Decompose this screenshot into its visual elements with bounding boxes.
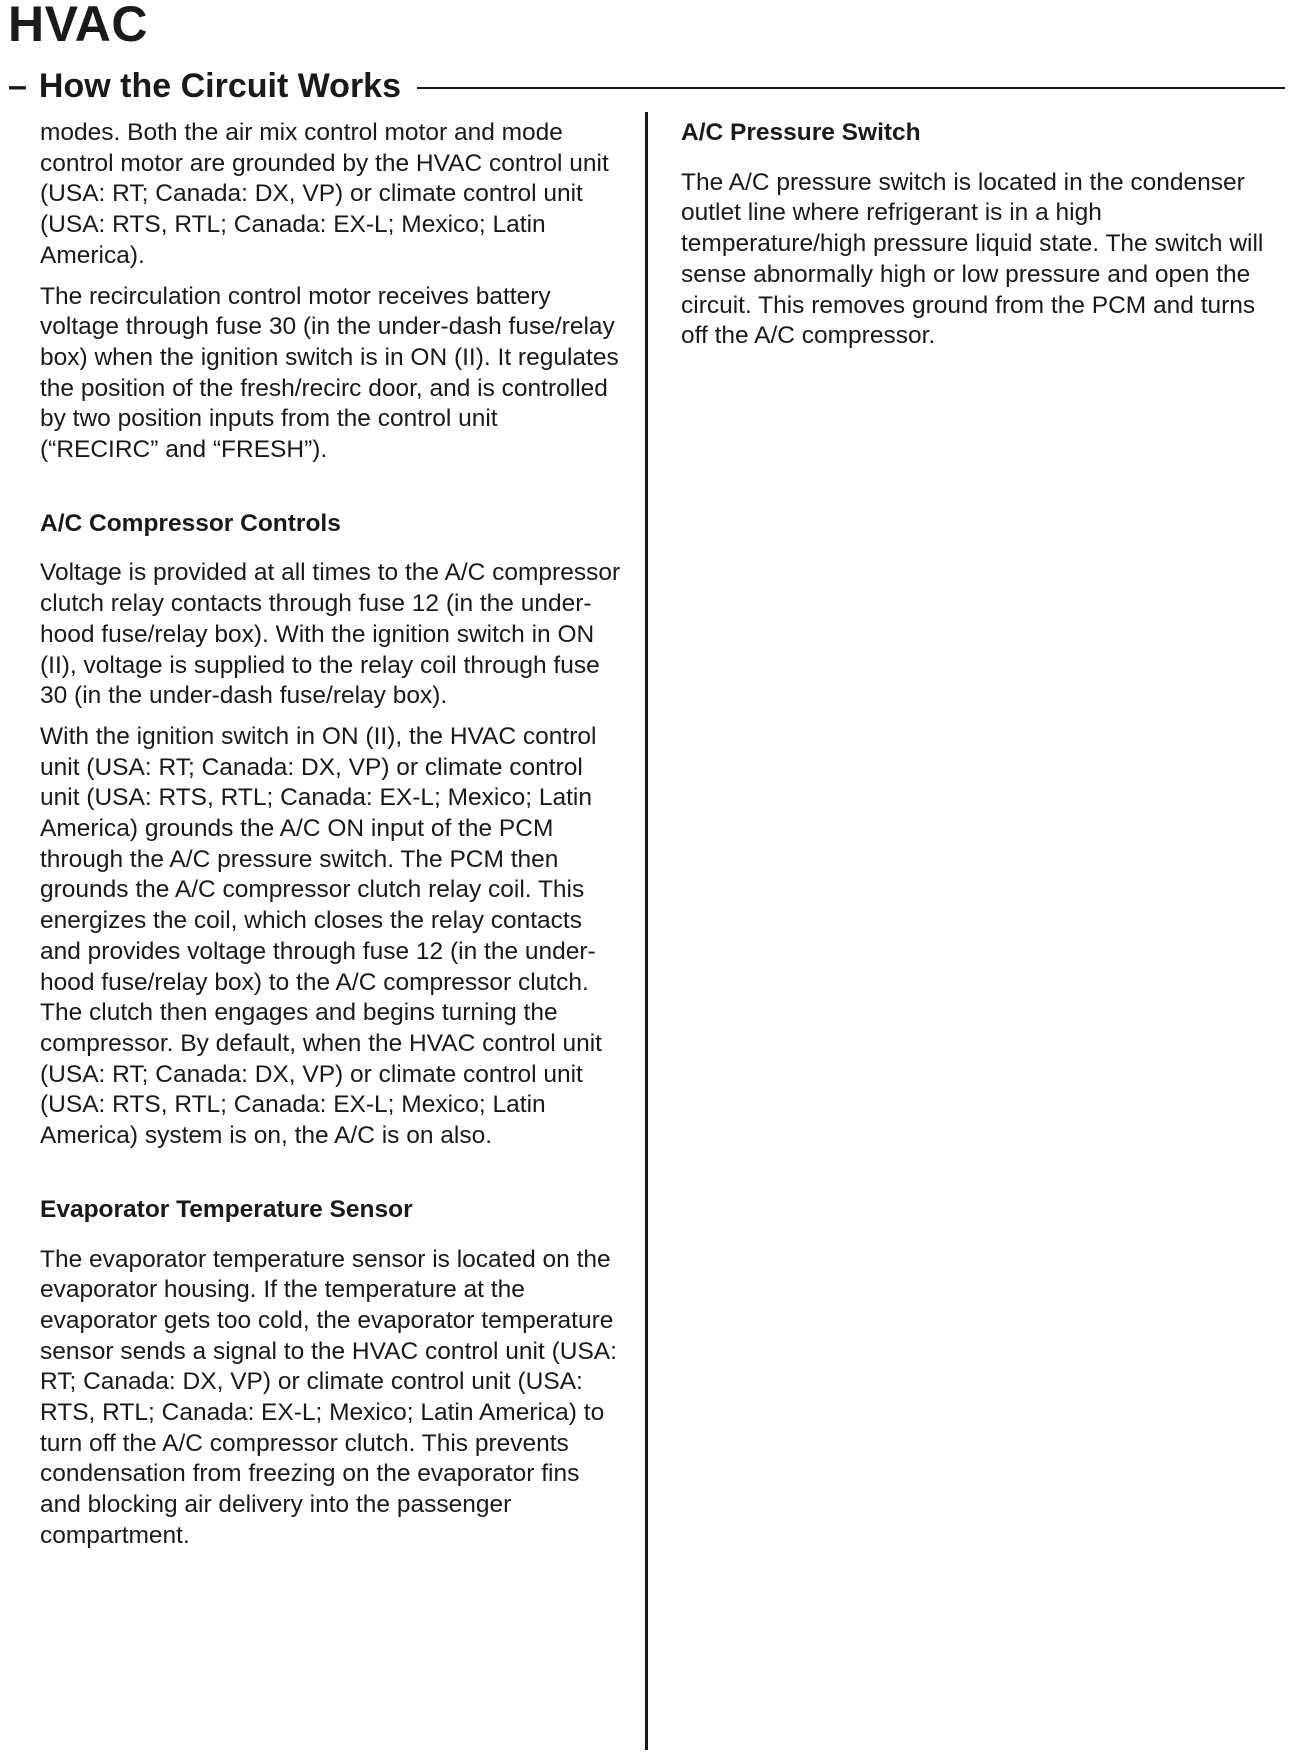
- pressure-switch-heading: A/C Pressure Switch: [681, 119, 921, 146]
- compressor-paragraph-2: With the ignition switch in ON (II), the HVAC control unit (USA: RT; Canada: DX, VP) or climate control unit (USA: RTS, RTL; Canada: EX-L; Mexico; Latin America) grounds the A/C ON input of the PCM through the A/C pressure switch. The PCM then grounds the A/C compressor clutch relay coil. This energizes the coil, which closes the relay contacts and provides voltage through fuse 12 (in the under-hood fuse/relay box) to the A/C compressor clutch. The clutch then engages and begins turning the compressor. By default, when the HVAC control unit (USA: RT; Canada: DX, VP) or climate control unit (USA: RTS, RTL; Canada: EX-L; Mexico; Latin America) system is on, the A/C is on also.: [40, 722, 602, 1150]
- section-title: How the Circuit Works: [38, 67, 402, 105]
- evaporator-heading: Evaporator Temperature Sensor: [40, 1195, 413, 1223]
- evaporator-paragraph-1: The evaporator temperature sensor is located on the evaporator housing. If the temperature at the evaporator gets too cold, the evaporator temperature sensor sends a signal to the HVAC control unit (USA: RT; Canada: DX, VP) or climate control unit (USA: RTS, RTL; Canada: EX-L; Mexico; Latin America) to turn off the A/C compressor clutch. This prevents condensation from freezing on the evaporator fins and blocking air delivery into the passenger compartment.: [40, 1245, 617, 1549]
- column-divider: [645, 112, 648, 1750]
- section-dash: –: [8, 67, 27, 105]
- compressor-heading: A/C Compressor Controls: [40, 509, 341, 537]
- left-column: [40, 118, 622, 1562]
- right-column: [681, 118, 1273, 362]
- pressure-switch-paragraph-1: The A/C pressure switch is located in the condenser outlet line where refrigerant is in a high temperature/high pressure liquid state. The switch will sense abnormally high or low pressure and open the circuit. This removes ground from the PCM and turns off the A/C compressor.: [681, 168, 1264, 350]
- page-title: HVAC: [8, 0, 148, 52]
- intro-paragraph-1: modes. Both the air mix control motor and mode control motor are grounded by the HVAC control unit (USA: RT; Canada: DX, VP) or climate control unit (USA: RTS, RTL; Canada: EX-L; Mexico; Latin America).: [40, 119, 609, 269]
- header-rule: [417, 87, 1285, 89]
- section-header: [8, 64, 1285, 108]
- intro-paragraph-2: The recirculation control motor receives battery voltage through fuse 30 (in the under-dash fuse/relay box) when the ignition switch is in ON (II). It regulates the position of the fresh/recirc door, and is controlled by two position inputs from the control unit (“RECIRC” and “FRESH”).: [40, 282, 619, 464]
- compressor-paragraph-1: Voltage is provided at all times to the A/C compressor clutch relay contacts through fuse 12 (in the under-hood fuse/relay box). With the ignition switch in ON (II), voltage is supplied to the relay coil through fuse 30 (in the under-dash fuse/relay box).: [40, 559, 621, 710]
